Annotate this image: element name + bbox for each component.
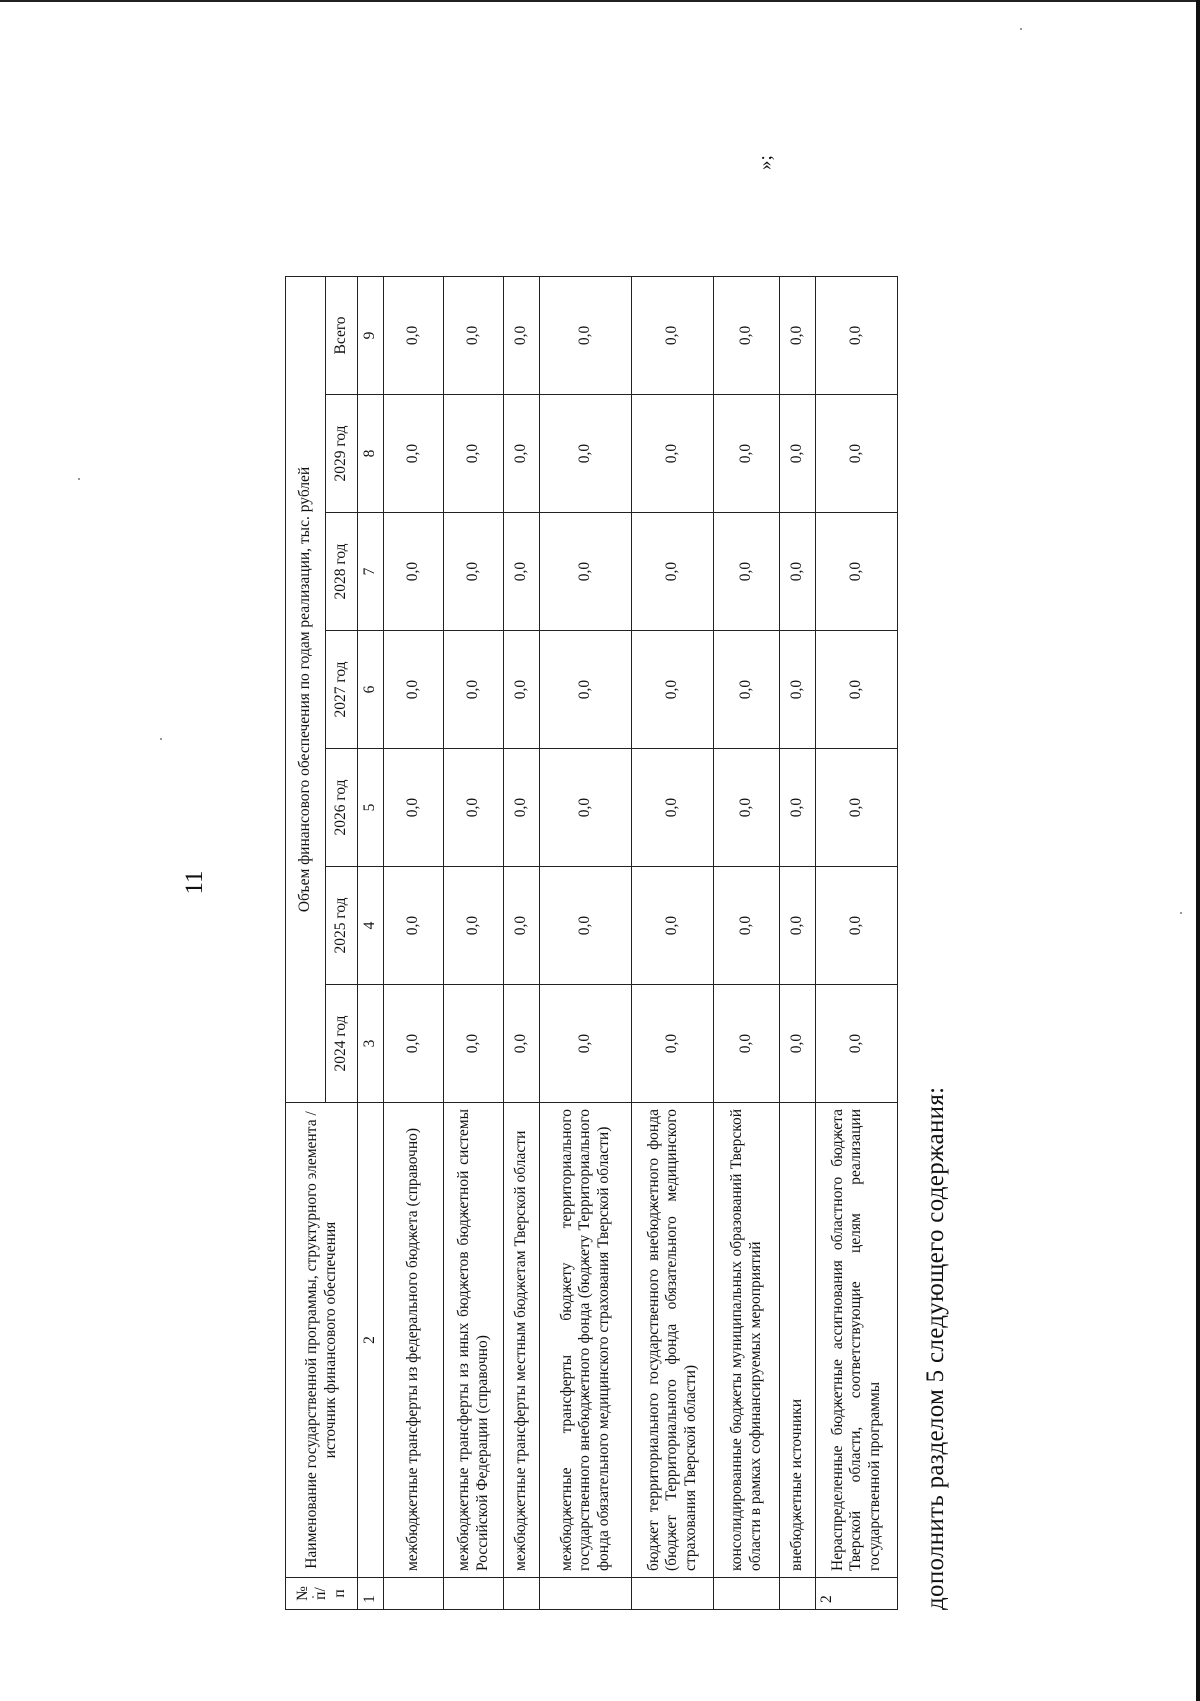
header-column-numbers-row bbox=[358, 154, 384, 1609]
table-row bbox=[632, 154, 714, 1609]
cell-value: 0,0 bbox=[816, 867, 898, 985]
cell-value: 0,0 bbox=[540, 395, 632, 513]
row-spacer bbox=[816, 154, 898, 276]
header-year-2: 2025 год bbox=[326, 867, 358, 985]
scan-speck bbox=[1020, 28, 1022, 30]
row-label: межбюджетные трансферты местным бюджетам Тверской области bbox=[504, 1103, 540, 1578]
closing-quote: »; bbox=[755, 155, 776, 170]
cell-value: 0,0 bbox=[444, 276, 504, 394]
column-number-5: 5 bbox=[358, 749, 384, 867]
header-name: Наименование государственной программы, структурного элемента / источник финансового обеспечения bbox=[286, 1103, 358, 1578]
row-number bbox=[714, 1578, 780, 1610]
cell-value: 0,0 bbox=[714, 631, 780, 749]
cell-value: 0,0 bbox=[444, 985, 504, 1103]
column-number-9: 9 bbox=[358, 276, 384, 394]
cell-value: 0,0 bbox=[780, 395, 816, 513]
row-spacer bbox=[780, 154, 816, 276]
cell-value: 0,0 bbox=[504, 867, 540, 985]
row-spacer bbox=[444, 154, 504, 276]
row-number bbox=[540, 1578, 632, 1610]
cell-value: 0,0 bbox=[504, 631, 540, 749]
header-row-1 bbox=[286, 154, 326, 1609]
scan-speck bbox=[78, 478, 80, 480]
page-number: 11 bbox=[181, 870, 208, 895]
cell-value: 0,0 bbox=[714, 749, 780, 867]
cell-value: 0,0 bbox=[504, 985, 540, 1103]
cell-value: 0,0 bbox=[632, 276, 714, 394]
cell-value: 0,0 bbox=[384, 749, 444, 867]
cell-value: 0,0 bbox=[780, 276, 816, 394]
row-label: консолидированные бюджеты муниципальных образований Тверской области в рамках софинансируемых мероприятий bbox=[714, 1103, 780, 1578]
row-label: Нераспределенные бюджетные ассигнования областного бюджета Тверской области, соответствующие целям реализации государственной программы bbox=[816, 1103, 898, 1578]
cell-value: 0,0 bbox=[714, 985, 780, 1103]
table-row bbox=[384, 154, 444, 1609]
cell-value: 0,0 bbox=[504, 513, 540, 631]
header-year-1: 2024 год bbox=[326, 985, 358, 1103]
header-year-4: 2027 год bbox=[326, 631, 358, 749]
cell-value: 0,0 bbox=[444, 395, 504, 513]
cell-value: 0,0 bbox=[540, 985, 632, 1103]
row-number bbox=[384, 1578, 444, 1610]
cell-value: 0,0 bbox=[632, 867, 714, 985]
column-number-6: 6 bbox=[358, 631, 384, 749]
scan-edge-right bbox=[1196, 0, 1200, 1701]
column-number-8: 8 bbox=[358, 395, 384, 513]
cell-value: 0,0 bbox=[384, 395, 444, 513]
cell-value: 0,0 bbox=[384, 631, 444, 749]
cell-value: 0,0 bbox=[384, 985, 444, 1103]
row-number: 2 bbox=[816, 1578, 898, 1610]
row-spacer bbox=[504, 154, 540, 276]
header-year-5: 2028 год bbox=[326, 513, 358, 631]
row-spacer bbox=[632, 154, 714, 276]
cell-value: 0,0 bbox=[632, 749, 714, 867]
table-row bbox=[444, 154, 504, 1609]
header-year-3: 2026 год bbox=[326, 749, 358, 867]
header-year-7: Всего bbox=[326, 276, 358, 394]
row-number bbox=[632, 1578, 714, 1610]
cell-value: 0,0 bbox=[816, 631, 898, 749]
cell-value: 0,0 bbox=[504, 749, 540, 867]
cell-value: 0,0 bbox=[780, 867, 816, 985]
row-label: межбюджетные трансферты из иных бюджетов бюджетной системы Российской Федерации (справочно) bbox=[444, 1103, 504, 1578]
cell-value: 0,0 bbox=[816, 985, 898, 1103]
cell-value: 0,0 bbox=[816, 513, 898, 631]
footer-instruction: дополнить разделом 5 следующего содержания: bbox=[922, 1086, 949, 1610]
funding-table bbox=[285, 154, 898, 1610]
row-spacer bbox=[540, 154, 632, 276]
cell-value: 0,0 bbox=[632, 395, 714, 513]
cell-value: 0,0 bbox=[540, 867, 632, 985]
row-spacer bbox=[714, 154, 780, 276]
row-label: внебюджетные источники bbox=[780, 1103, 816, 1578]
table-row bbox=[504, 154, 540, 1609]
cell-value: 0,0 bbox=[444, 513, 504, 631]
scan-edge-top bbox=[0, 0, 1200, 2]
column-number-3: 3 bbox=[358, 985, 384, 1103]
cell-value: 0,0 bbox=[780, 513, 816, 631]
cell-value: 0,0 bbox=[632, 631, 714, 749]
cell-value: 0,0 bbox=[444, 867, 504, 985]
column-number-2: 2 bbox=[358, 1103, 384, 1578]
cell-value: 0,0 bbox=[780, 749, 816, 867]
rotated-page-content bbox=[165, 155, 965, 1610]
column-number-1: 1 bbox=[358, 1578, 384, 1610]
cell-value: 0,0 bbox=[384, 276, 444, 394]
table-row bbox=[816, 154, 898, 1609]
cell-value: 0,0 bbox=[632, 513, 714, 631]
cell-value: 0,0 bbox=[714, 276, 780, 394]
table-row bbox=[780, 154, 816, 1609]
row-number bbox=[780, 1578, 816, 1610]
cell-value: 0,0 bbox=[816, 276, 898, 394]
row-spacer bbox=[384, 154, 444, 276]
row-number bbox=[504, 1578, 540, 1610]
cell-value: 0,0 bbox=[384, 867, 444, 985]
cell-value: 0,0 bbox=[444, 749, 504, 867]
cell-value: 0,0 bbox=[816, 749, 898, 867]
row-number bbox=[444, 1578, 504, 1610]
header-number: № п/п bbox=[286, 1578, 358, 1610]
cell-value: 0,0 bbox=[714, 867, 780, 985]
cell-value: 0,0 bbox=[444, 631, 504, 749]
cell-value: 0,0 bbox=[504, 276, 540, 394]
cell-value: 0,0 bbox=[714, 513, 780, 631]
cell-value: 0,0 bbox=[384, 513, 444, 631]
scan-speck bbox=[160, 738, 162, 740]
header-spacer bbox=[326, 154, 358, 276]
column-number-7: 7 bbox=[358, 513, 384, 631]
cell-value: 0,0 bbox=[714, 395, 780, 513]
row-label: межбюджетные трансферты бюджету территориального государственного внебюджетного фонда (бюджету Территориального фонда обязательного медицинского страхования Тверской области) bbox=[540, 1103, 632, 1578]
cell-value: 0,0 bbox=[632, 985, 714, 1103]
header-funding: Объем финансового обеспечения по годам реализации, тыс. рублей bbox=[286, 276, 326, 1102]
table-body bbox=[384, 154, 898, 1609]
scan-speck bbox=[1180, 912, 1182, 914]
cell-value: 0,0 bbox=[540, 513, 632, 631]
row-label: бюджет территориального государственного внебюджетного фонда (бюджет Территориального фонда обязательного медицинского страхования Тверской области) bbox=[632, 1103, 714, 1578]
cell-value: 0,0 bbox=[540, 749, 632, 867]
cell-value: 0,0 bbox=[816, 395, 898, 513]
header-spacer bbox=[358, 154, 384, 276]
cell-value: 0,0 bbox=[540, 631, 632, 749]
cell-value: 0,0 bbox=[780, 985, 816, 1103]
header-year-6: 2029 год bbox=[326, 395, 358, 513]
cell-value: 0,0 bbox=[540, 276, 632, 394]
row-label: межбюджетные трансферты из федерального бюджета (справочно) bbox=[384, 1103, 444, 1578]
header-spacer bbox=[286, 154, 326, 276]
column-number-4: 4 bbox=[358, 867, 384, 985]
table-row bbox=[714, 154, 780, 1609]
cell-value: 0,0 bbox=[780, 631, 816, 749]
cell-value: 0,0 bbox=[504, 395, 540, 513]
table-row bbox=[540, 154, 632, 1609]
